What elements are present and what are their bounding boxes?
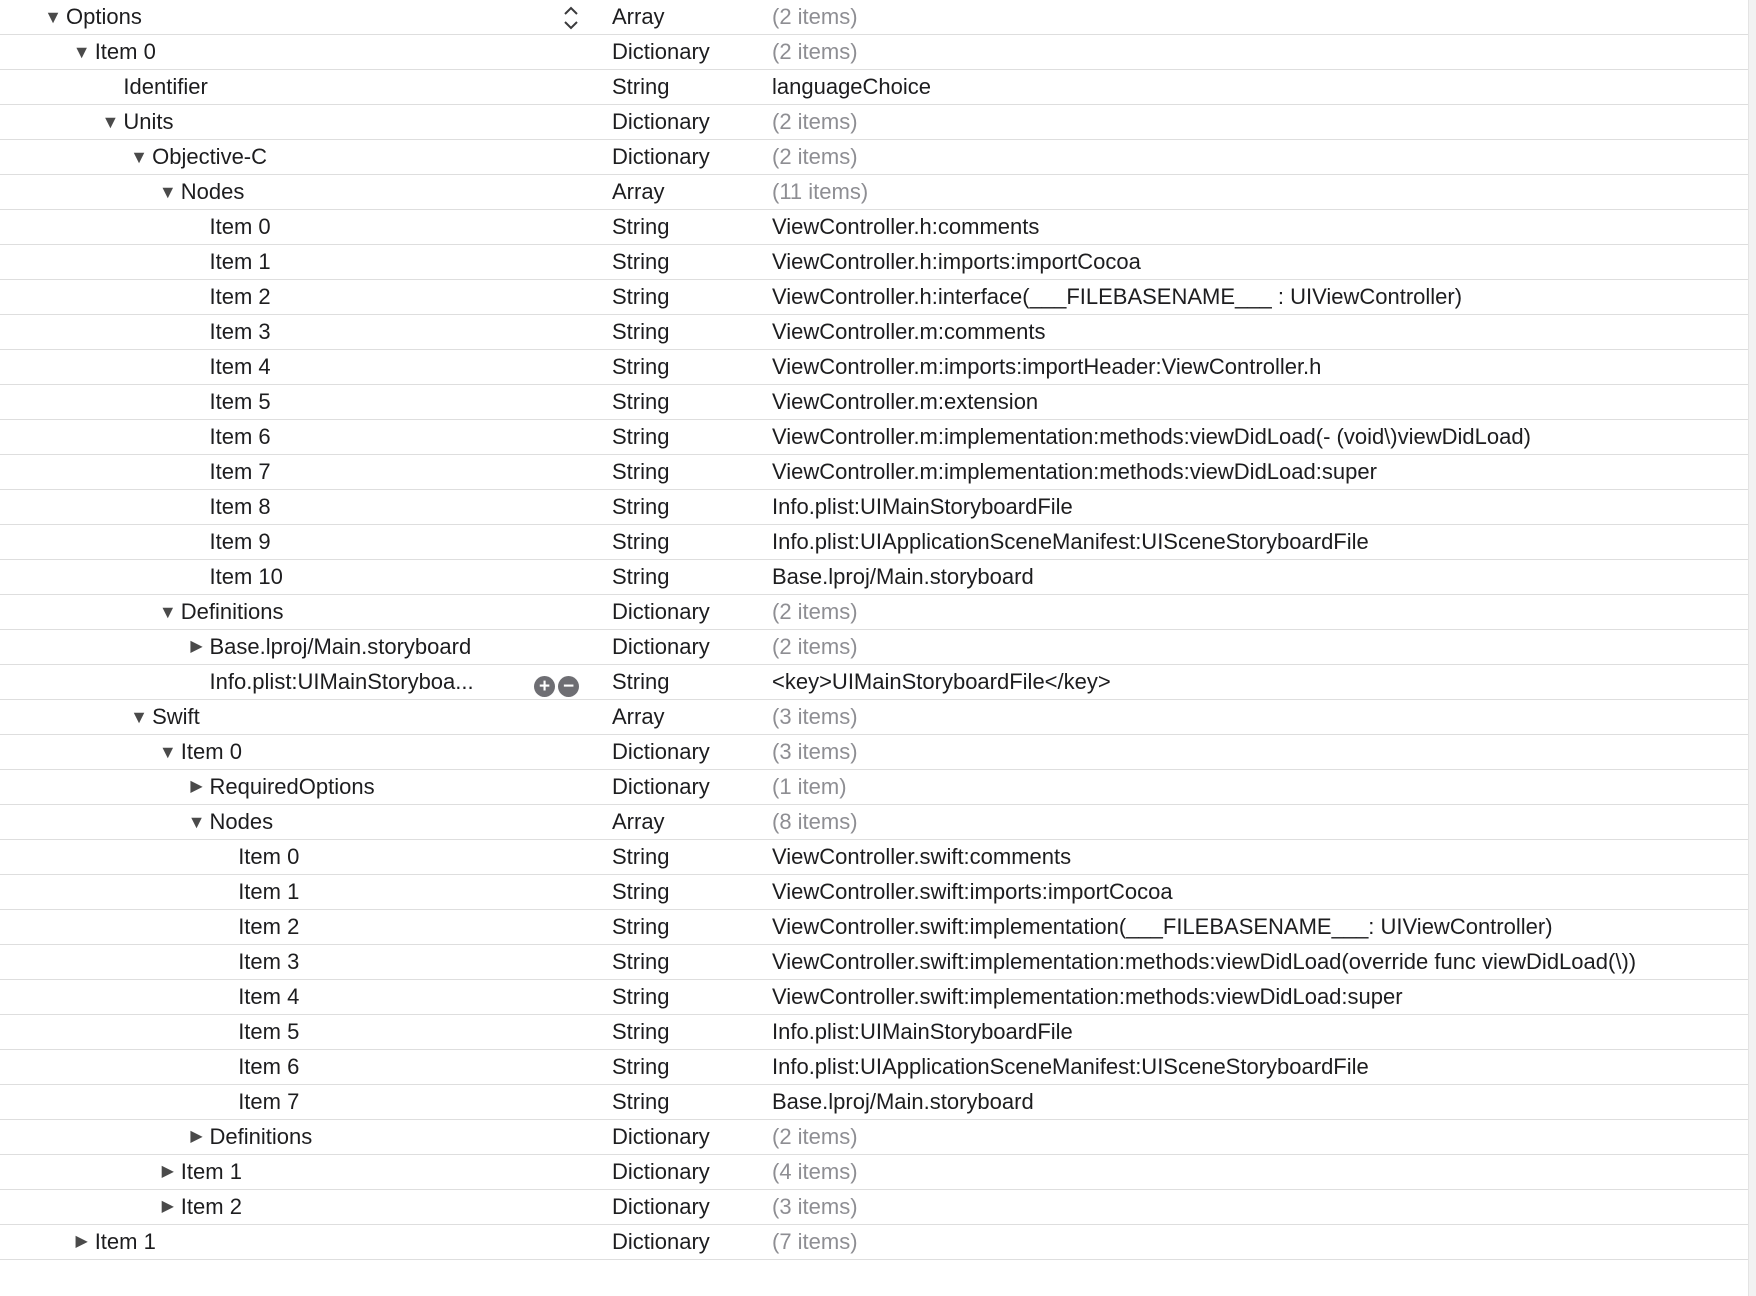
value-cell[interactable]: (3 items) — [772, 1194, 858, 1219]
disclosure-open-icon[interactable]: ▼ — [44, 7, 62, 27]
value-cell[interactable]: Base.lproj/Main.storyboard — [772, 564, 1034, 589]
key-label: Definitions — [209, 1124, 313, 1149]
value-cell[interactable]: (8 items) — [772, 809, 858, 834]
type-cell[interactable]: Dictionary — [612, 109, 710, 134]
key-cell[interactable] — [0, 420, 580, 454]
remove-row-icon[interactable]: − — [558, 676, 579, 697]
key-cell[interactable] — [0, 175, 580, 209]
type-cell[interactable]: Dictionary — [612, 1159, 710, 1184]
key-cell[interactable] — [0, 595, 580, 629]
plist-row[interactable] — [0, 0, 1748, 35]
key-cell[interactable] — [0, 70, 580, 104]
plist-row[interactable] — [0, 245, 1748, 280]
plist-row[interactable] — [0, 490, 1748, 525]
key-label: Item 7 — [209, 459, 271, 484]
key-label: Swift — [152, 704, 200, 729]
type-cell[interactable]: Dictionary — [612, 634, 710, 659]
type-cell[interactable]: Array — [612, 704, 665, 729]
value-cell[interactable]: ViewController.swift:implementation:methods:viewDidLoad(override func viewDidLoad(\)) — [772, 949, 1637, 974]
key-label: Item 6 — [209, 424, 271, 449]
plist-row[interactable] — [0, 175, 1748, 210]
plist-row[interactable] — [0, 35, 1748, 70]
plist-row[interactable] — [0, 525, 1748, 560]
key-label: Item 10 — [209, 564, 283, 589]
key-label: Item 7 — [238, 1089, 300, 1114]
plist-row[interactable] — [0, 910, 1748, 945]
key-cell[interactable] — [0, 1015, 580, 1049]
key-label: Item 1 — [180, 1159, 242, 1184]
key-label: Units — [123, 109, 174, 134]
disclosure-open-icon[interactable]: ▼ — [72, 42, 91, 62]
type-cell[interactable]: Dictionary — [612, 1229, 710, 1254]
value-cell[interactable]: ViewController.m:implementation:methods:viewDidLoad(- (void\)viewDidLoad) — [772, 424, 1531, 449]
key-label: Base.lproj/Main.storyboard — [209, 634, 472, 659]
plist-row[interactable] — [0, 770, 1748, 805]
value-cell[interactable]: Info.plist:UIApplicationSceneManifest:UISceneStoryboardFile — [772, 529, 1369, 554]
type-cell[interactable]: Dictionary — [612, 1124, 710, 1149]
disclosure-closed-icon[interactable]: ▶ — [190, 638, 203, 655]
plist-row[interactable] — [0, 350, 1748, 385]
type-cell[interactable]: Dictionary — [612, 739, 710, 764]
value-cell[interactable]: ViewController.m:imports:importHeader:ViewController.h — [772, 354, 1322, 379]
add-row-icon[interactable]: + — [534, 676, 555, 697]
key-cell[interactable] — [0, 1190, 580, 1224]
plist-row[interactable] — [0, 420, 1748, 455]
key-label: Item 4 — [238, 984, 300, 1009]
key-cell[interactable] — [0, 770, 580, 804]
disclosure-closed-icon[interactable]: ▶ — [190, 778, 203, 795]
key-label: Item 0 — [209, 214, 271, 239]
plist-row[interactable] — [0, 1120, 1748, 1155]
value-cell[interactable]: ViewController.m:implementation:methods:viewDidLoad:super — [772, 459, 1377, 484]
key-cell[interactable] — [0, 665, 580, 699]
value-cell[interactable]: (2 items) — [772, 634, 858, 659]
key-label: Objective-C — [152, 144, 268, 169]
plist-row[interactable] — [0, 665, 1748, 700]
type-cell[interactable]: Dictionary — [612, 1194, 710, 1219]
value-cell[interactable]: Info.plist:UIMainStoryboardFile — [772, 494, 1073, 519]
disclosure-open-icon[interactable]: ▼ — [130, 147, 148, 167]
key-label: Item 1 — [209, 249, 271, 274]
value-cell[interactable]: (4 items) — [772, 1159, 858, 1184]
plist-row[interactable] — [0, 560, 1748, 595]
key-cell[interactable] — [0, 840, 580, 874]
key-label: Item 4 — [209, 354, 271, 379]
plist-row[interactable] — [0, 700, 1748, 735]
key-label: Item 1 — [94, 1229, 156, 1254]
type-cell[interactable]: String — [612, 319, 670, 344]
plist-row[interactable] — [0, 455, 1748, 490]
type-cell[interactable]: String — [612, 564, 670, 589]
value-cell[interactable]: ViewController.m:extension — [772, 389, 1039, 414]
plist-row[interactable] — [0, 875, 1748, 910]
plist-row[interactable] — [0, 840, 1748, 875]
key-cell[interactable] — [0, 35, 580, 69]
type-cell[interactable]: String — [612, 494, 670, 519]
key-cell[interactable] — [0, 560, 580, 594]
plist-row[interactable] — [0, 1015, 1748, 1050]
key-label: Item 5 — [209, 389, 271, 414]
value-cell[interactable]: ViewController.swift:implementation:methods:viewDidLoad:super — [772, 984, 1403, 1009]
disclosure-open-icon[interactable]: ▼ — [158, 742, 177, 762]
key-label: Item 1 — [238, 879, 300, 904]
type-cell[interactable]: Dictionary — [612, 144, 710, 169]
type-cell[interactable]: String — [612, 529, 670, 554]
value-cell[interactable]: ViewController.swift:imports:importCocoa — [772, 879, 1173, 904]
type-cell[interactable]: String — [612, 354, 670, 379]
key-label: Item 2 — [209, 284, 271, 309]
type-cell[interactable]: Dictionary — [612, 599, 710, 624]
plist-row[interactable] — [0, 1050, 1748, 1085]
value-cell[interactable]: (2 items) — [772, 109, 858, 134]
key-label: Item 0 — [238, 844, 300, 869]
plist-row[interactable] — [0, 210, 1748, 245]
key-cell[interactable] — [0, 980, 580, 1014]
key-cell[interactable] — [0, 315, 580, 349]
type-cell[interactable]: Array — [612, 179, 665, 204]
key-cell[interactable] — [0, 875, 580, 909]
type-cell[interactable]: Array — [612, 4, 665, 29]
plist-row[interactable] — [0, 105, 1748, 140]
key-label: Definitions — [180, 599, 284, 624]
key-cell[interactable] — [0, 1120, 580, 1154]
key-cell[interactable] — [0, 1085, 580, 1119]
key-cell[interactable] — [0, 105, 580, 139]
value-cell[interactable]: (3 items) — [772, 704, 858, 729]
value-cell[interactable]: ViewController.swift:implementation(___FILEBASENAME___: UIViewController) — [772, 914, 1553, 939]
plist-row[interactable] — [0, 140, 1748, 175]
value-cell[interactable]: (7 items) — [772, 1229, 858, 1254]
key-label: Item 9 — [209, 529, 271, 554]
type-cell[interactable]: String — [612, 1019, 670, 1044]
key-label: RequiredOptions — [209, 774, 375, 799]
key-label: Item 5 — [238, 1019, 300, 1044]
key-cell[interactable] — [0, 525, 580, 559]
value-cell[interactable]: (2 items) — [772, 39, 858, 64]
key-label: Nodes — [209, 809, 274, 834]
value-cell[interactable]: ViewController.swift:comments — [772, 844, 1072, 869]
type-cell[interactable]: String — [612, 844, 670, 869]
key-cell[interactable] — [0, 700, 580, 734]
type-cell[interactable]: String — [612, 669, 670, 694]
value-cell[interactable]: (11 items) — [772, 179, 869, 204]
type-cell[interactable]: String — [612, 1089, 670, 1114]
value-cell[interactable]: (2 items) — [772, 599, 858, 624]
key-label: Item 8 — [209, 494, 271, 519]
type-cell[interactable]: String — [612, 424, 670, 449]
key-label: Info.plist:UIMainStoryboa... — [209, 669, 474, 694]
plist-row[interactable] — [0, 945, 1748, 980]
key-label: Item 0 — [180, 739, 242, 764]
plist-row[interactable] — [0, 1155, 1748, 1190]
key-cell[interactable] — [0, 945, 580, 979]
disclosure-closed-icon[interactable]: ▶ — [161, 1198, 174, 1215]
disclosure-closed-icon[interactable]: ▶ — [75, 1233, 88, 1250]
key-cell[interactable] — [0, 735, 580, 769]
value-cell[interactable]: <key>UIMainStoryboardFile</key> — [772, 669, 1111, 694]
value-cell[interactable]: (1 item) — [772, 774, 847, 799]
plist-row[interactable] — [0, 280, 1748, 315]
key-cell[interactable] — [0, 455, 580, 489]
type-cell[interactable]: String — [612, 1054, 670, 1079]
plist-row[interactable] — [0, 385, 1748, 420]
key-cell[interactable] — [0, 805, 580, 839]
value-cell[interactable]: Info.plist:UIMainStoryboardFile — [772, 1019, 1073, 1044]
disclosure-closed-icon[interactable]: ▶ — [190, 1128, 203, 1145]
plist-row[interactable] — [0, 630, 1748, 665]
type-cell[interactable]: String — [612, 214, 670, 239]
plist-row[interactable] — [0, 980, 1748, 1015]
key-cell[interactable] — [0, 630, 580, 664]
value-cell[interactable]: ViewController.m:comments — [772, 319, 1046, 344]
key-label: Item 3 — [238, 949, 300, 974]
row-actions — [534, 672, 582, 697]
type-cell[interactable]: String — [612, 984, 670, 1009]
key-cell[interactable] — [0, 385, 580, 419]
plist-row[interactable] — [0, 735, 1748, 770]
key-cell[interactable] — [0, 1050, 580, 1084]
value-cell[interactable]: Info.plist:UIApplicationSceneManifest:UISceneStoryboardFile — [772, 1054, 1369, 1079]
value-cell[interactable]: ViewController.h:interface(___FILEBASENAME___ : UIViewController) — [772, 284, 1463, 309]
value-cell[interactable]: (2 items) — [772, 144, 858, 169]
disclosure-closed-icon[interactable]: ▶ — [161, 1163, 174, 1180]
type-cell[interactable]: Dictionary — [612, 774, 710, 799]
key-cell[interactable] — [0, 245, 580, 279]
value-cell[interactable]: (3 items) — [772, 739, 858, 764]
plist-row[interactable] — [0, 805, 1748, 840]
type-cell[interactable]: String — [612, 914, 670, 939]
key-label: Item 0 — [94, 39, 156, 64]
key-label: Item 2 — [180, 1194, 242, 1219]
type-stepper-icon[interactable] — [562, 5, 580, 31]
value-cell[interactable]: ViewController.h:imports:importCocoa — [772, 249, 1141, 274]
disclosure-open-icon[interactable]: ▼ — [101, 112, 120, 132]
plist-row[interactable] — [0, 1190, 1748, 1225]
type-cell[interactable]: String — [612, 389, 670, 414]
key-cell[interactable] — [0, 0, 580, 34]
value-cell[interactable]: ViewController.h:comments — [772, 214, 1040, 239]
type-cell[interactable]: String — [612, 284, 670, 309]
plist-row[interactable] — [0, 595, 1748, 630]
key-label: Item 2 — [238, 914, 300, 939]
key-label: Options — [66, 4, 142, 29]
type-cell[interactable]: Dictionary — [612, 39, 710, 64]
type-cell[interactable]: String — [612, 879, 670, 904]
value-cell[interactable]: (2 items) — [772, 1124, 858, 1149]
key-label: Nodes — [180, 179, 245, 204]
key-cell[interactable] — [0, 910, 580, 944]
key-cell[interactable] — [0, 140, 580, 174]
plist-row[interactable] — [0, 70, 1748, 105]
plist-row[interactable] — [0, 1225, 1748, 1260]
key-label: Item 3 — [209, 319, 271, 344]
key-cell[interactable] — [0, 350, 580, 384]
type-cell[interactable]: String — [612, 459, 670, 484]
value-cell[interactable]: languageChoice — [772, 74, 932, 99]
disclosure-open-icon[interactable]: ▼ — [158, 602, 177, 622]
value-cell[interactable]: (2 items) — [772, 4, 858, 29]
type-cell[interactable]: String — [612, 249, 670, 274]
type-cell[interactable]: Array — [612, 809, 665, 834]
plist-row[interactable] — [0, 1085, 1748, 1120]
key-cell[interactable] — [0, 490, 580, 524]
scrollbar-track[interactable] — [1748, 0, 1756, 1296]
key-cell[interactable] — [0, 280, 580, 314]
key-cell[interactable] — [0, 1225, 580, 1259]
plist-row[interactable] — [0, 315, 1748, 350]
value-cell[interactable]: Base.lproj/Main.storyboard — [772, 1089, 1034, 1114]
disclosure-open-icon[interactable]: ▼ — [130, 707, 148, 727]
key-label: Item 6 — [238, 1054, 300, 1079]
type-cell[interactable]: String — [612, 949, 670, 974]
key-cell[interactable] — [0, 1155, 580, 1189]
key-label: Identifier — [123, 74, 208, 99]
type-cell[interactable]: String — [612, 74, 670, 99]
key-cell[interactable] — [0, 210, 580, 244]
disclosure-open-icon[interactable]: ▼ — [158, 182, 177, 202]
disclosure-open-icon[interactable]: ▼ — [187, 812, 206, 832]
